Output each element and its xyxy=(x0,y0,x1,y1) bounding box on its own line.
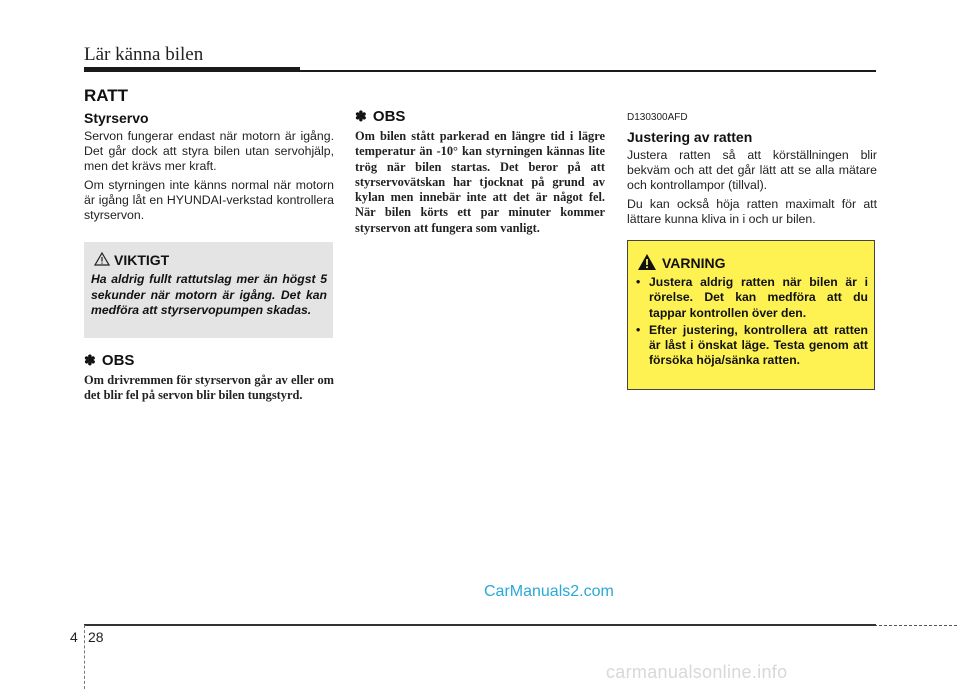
justering-para-1: Justera ratten så att körställningen blir bekväm och att det går lätt att se alla mätare och kontrollampor (tillval). xyxy=(627,148,877,192)
watermark-carmanuals2[interactable]: CarManuals2.com xyxy=(484,583,614,600)
styrservo-para-1: Servon fungerar endast när motorn är igång. Det går dock att styra bilen utan servohjälp, men det krävs mer kraft. xyxy=(84,129,334,173)
varning-item: • Efter justering, kontrollera att ratten är låst i önskat läge. Testa genom att försöka höja/sänka ratten. xyxy=(636,322,868,368)
page-header-title: Lär känna bilen xyxy=(84,44,204,65)
chapter-number: 4 xyxy=(70,629,78,645)
justering-section xyxy=(627,110,877,231)
obs-middle-label: OBS xyxy=(372,108,406,125)
varning-list xyxy=(636,275,868,371)
varning-item: • Justera aldrig ratten när bilen är i rörelse. Det kan medföra att du tappar kontrollen över den. xyxy=(636,275,868,320)
styrservo-section xyxy=(84,110,334,227)
obs-left-title xyxy=(84,352,334,369)
viktigt-text: Ha aldrig fullt rattutslag mer än högst 5 sekunder när motorn är igång. Det kan medföra att styrservopumpen skadas. xyxy=(91,272,327,317)
watermark-carmanualsonline: carmanualsonline.info xyxy=(606,662,788,682)
varning-box xyxy=(627,240,875,390)
asterisk-icon: ✽ xyxy=(355,108,367,124)
justering-para-2: Du kan också höja ratten maximalt för att lättare kunna kliva in i och ur bilen. xyxy=(627,197,877,226)
viktigt-box xyxy=(84,242,333,338)
styrservo-para-2: Om styrningen inte känns normal när motorn är igång låt en HYUNDAI-verkstad kontrollera styrservon. xyxy=(84,178,334,222)
asterisk-icon: ✽ xyxy=(84,352,96,368)
header-rule-thin xyxy=(300,70,876,72)
obs-left-label: OBS xyxy=(101,352,135,369)
section-code: D130300AFD xyxy=(627,112,688,123)
header-rule-thick xyxy=(84,67,300,72)
warning-triangle-icon xyxy=(637,253,657,276)
bullet-icon: • xyxy=(636,275,641,289)
styrservo-heading: Styrservo xyxy=(84,110,149,126)
obs-left-text: Om drivremmen för styrservon går av eller om det blir fel på servon blir bilen tungstyrd. xyxy=(84,373,334,403)
footer-divider xyxy=(84,625,85,689)
obs-middle-title xyxy=(355,108,605,125)
caution-triangle-icon xyxy=(94,252,110,271)
justering-heading: Justering av ratten xyxy=(627,129,753,145)
obs-middle-text: Om bilen stått parkerad en längre tid i lägre temperatur än -10° kan styrningen kännas lite trög när bilen startas. Det beror på att styrservovätskan har tjocknat på grund av kylan men innebär inte att det är något fel. När bilen körts ett par minuter kommer styrservon att fungera som vanligt. xyxy=(355,129,605,235)
viktigt-label: VIKTIGT xyxy=(114,252,170,268)
varning-label: VARNING xyxy=(662,255,726,271)
footer-rule-solid xyxy=(84,624,876,626)
page-number: 28 xyxy=(88,629,104,645)
section-title: RATT xyxy=(84,86,129,105)
bullet-icon: • xyxy=(636,322,641,337)
obs-middle-note xyxy=(355,108,605,236)
obs-left-note xyxy=(84,352,334,404)
